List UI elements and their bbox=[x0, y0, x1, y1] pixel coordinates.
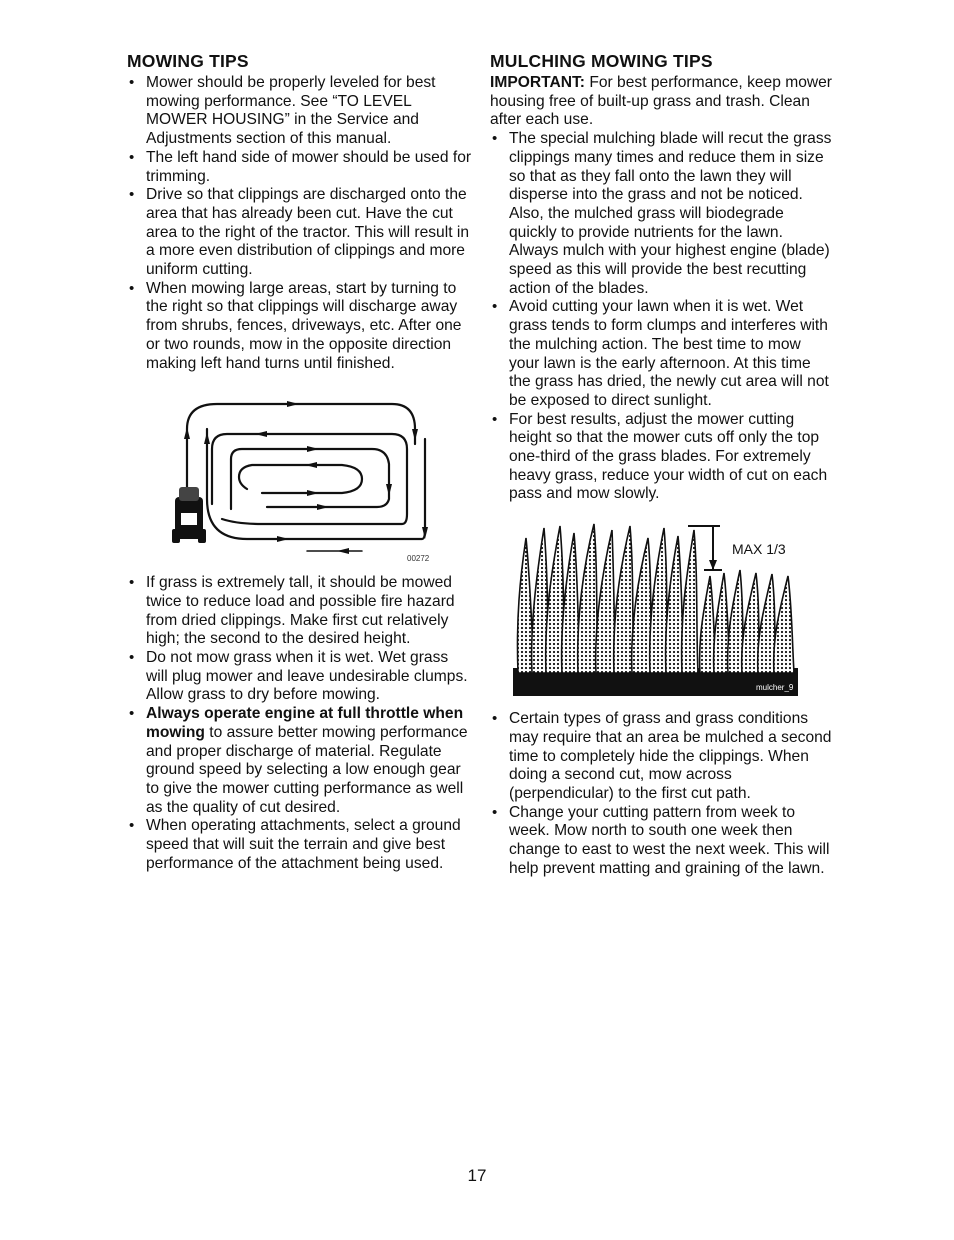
list-item: • Mower should be properly leveled for best mowing performance. See “TO LEVEL MOWER HOUSING” in the Service and Adjustments section of this manual. bbox=[127, 74, 472, 149]
list-item bbox=[127, 705, 472, 817]
list-item: • When mowing large areas, start by turning to the right so that clippings will discharge away from shrubs, fences, driveways, etc. After one or two rounds, mow in the opposite direction making left hand turns until finished. bbox=[127, 280, 472, 374]
list-item: • When operating attachments, select a ground speed that will suit the terrain and give best performance of the attachment being used. bbox=[127, 817, 472, 873]
mowing-tips-heading: MOWING TIPS bbox=[127, 51, 249, 71]
mulching-tips-heading: MULCHING MOWING TIPS bbox=[490, 51, 713, 71]
figure-code: mulcher_9 bbox=[756, 683, 794, 693]
grass-height-diagram bbox=[508, 518, 833, 698]
grass-cutting-height-figure bbox=[508, 518, 833, 698]
page-number: 17 bbox=[467, 1166, 487, 1185]
list-item: • For best results, adjust the mower cutting height so that the mower cuts off only the top one-third of the grass blades. For extremely heavy grass, reduce your width of cut on each pass and mow slowly. bbox=[490, 411, 835, 505]
mowing-tips-list-1 bbox=[127, 74, 472, 373]
important-note bbox=[490, 74, 835, 130]
important-label: IMPORTANT: bbox=[490, 74, 585, 91]
mowing-tips-section bbox=[127, 50, 472, 874]
list-item: • Change your cutting pattern from week to week. Mow north to south one week then change to east to west the next week. This will help prevent matting and graining of the lawn. bbox=[490, 804, 835, 879]
mowing-pattern-figure bbox=[167, 389, 467, 564]
figure-code: 00272 bbox=[407, 554, 430, 564]
list-item: • The special mulching blade will recut the grass clippings many times and reduce them in size so that as they fall onto the lawn they will disperse into the grass and not be noticed. Also, the mulched grass will biodegrade quickly to provide nutrients for the lawn. Always mulch with your highest engine (blade) speed as this will provide the best recutting action of the blades. bbox=[490, 130, 835, 298]
mowing-pattern-diagram bbox=[167, 389, 467, 564]
mulching-tips-list-1 bbox=[490, 130, 835, 504]
list-item: • Do not mow grass when it is wet. Wet grass will plug mower and leave undesirable clumps. Allow grass to dry before mowing. bbox=[127, 649, 472, 705]
mulching-tips-list-2 bbox=[490, 710, 835, 878]
list-item: • The left hand side of mower should be used for trimming. bbox=[127, 149, 472, 186]
max-one-third-label: MAX 1/3 bbox=[732, 541, 786, 558]
list-item: • Drive so that clippings are discharged onto the area that has already been cut. Have the cut area to the right of the tractor. This will result in a more even distribution of clippings and more uniform cutting. bbox=[127, 186, 472, 280]
throttle-rest: to assure better mowing performance and proper discharge of material. Regulate ground speed by selecting a low enough gear to give the mower cutting performance as well as the quality of cut desired. bbox=[146, 723, 468, 816]
important-text: For best performance, keep mower housing free of built-up grass and trash. Clean after each use. bbox=[490, 74, 833, 129]
list-item: • If grass is extremely tall, it should be mowed twice to reduce load and possible fire hazard from dried clippings. Make first cut relatively high; the second to the desired height. bbox=[127, 574, 472, 649]
mowing-tips-list-2 bbox=[127, 574, 472, 873]
throttle-bold-lead: Always operate engine at full throttle when mowing bbox=[146, 705, 464, 741]
list-item: • Certain types of grass and grass conditions may require that an area be mulched a second time to completely hide the clippings. When doing a second cut, mow across (perpendicular) to the first cut path. bbox=[490, 710, 835, 804]
mulching-tips-section bbox=[490, 50, 835, 879]
list-item: • Avoid cutting your lawn when it is wet. Wet grass tends to form clumps and interferes with the mulching action. The best time to mow your lawn is the early afternoon. At this time the grass has dried, the newly cut area will not be exposed to direct sunlight. bbox=[490, 298, 835, 410]
